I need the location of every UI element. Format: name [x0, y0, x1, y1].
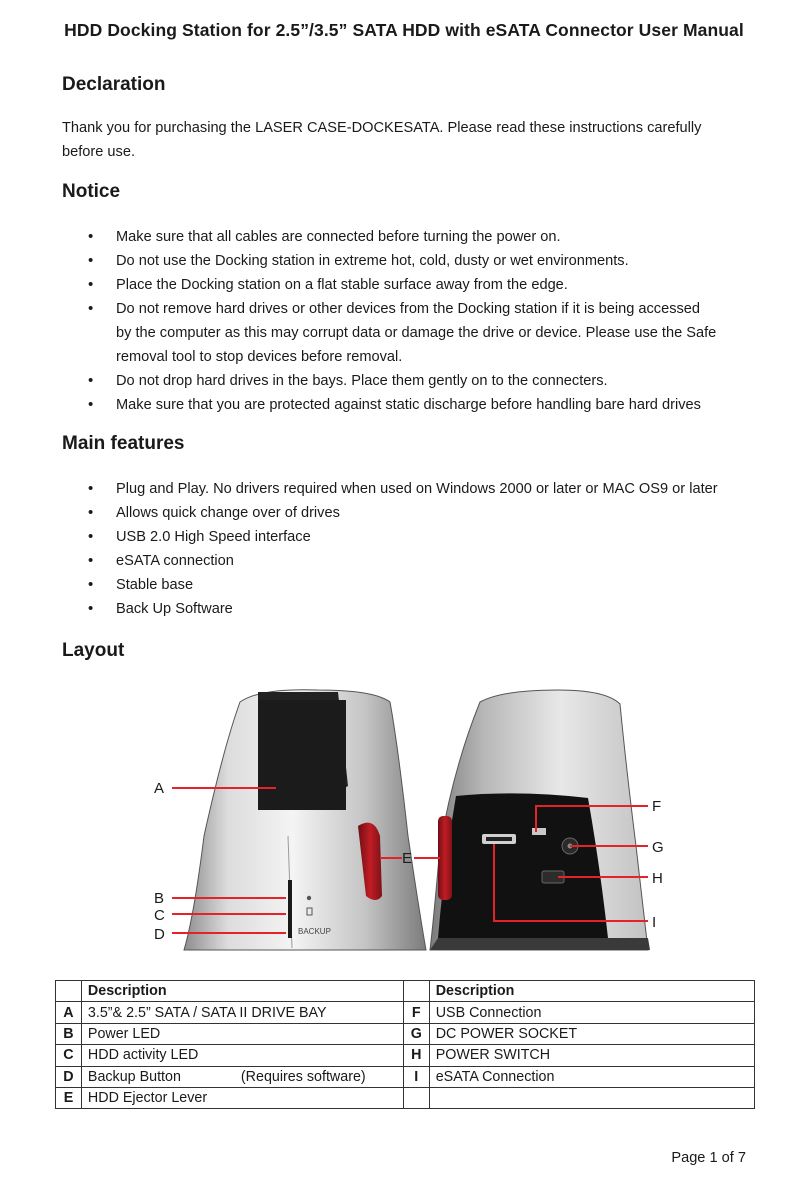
- table-cell-code: A: [56, 1002, 82, 1023]
- led-strip: [288, 880, 292, 938]
- features-heading: Main features: [62, 433, 185, 454]
- component-table: [55, 980, 755, 1109]
- table-cell-text: Backup Button: [87, 1068, 181, 1085]
- rear-view-unit: [430, 690, 650, 950]
- list-item: • USB 2.0 High Speed interface: [88, 525, 758, 549]
- table-cell: USB Connection: [429, 1002, 754, 1023]
- list-item-line: • Do not remove hard drives or other devices from the Docking station if it is being accessed: [116, 301, 701, 317]
- rear-panel: [438, 793, 608, 938]
- list-item: • Back Up Software: [88, 597, 758, 621]
- backup-label: BACKUP: [298, 927, 331, 936]
- table-cell-code: D: [56, 1066, 82, 1087]
- table-cell: 3.5”& 2.5” SATA / SATA II DRIVE BAY: [81, 1002, 403, 1023]
- features-list: [88, 477, 758, 621]
- table-row: [56, 1045, 755, 1066]
- docking-station-photo: [138, 686, 678, 960]
- list-item: [88, 297, 758, 369]
- list-item: • Allows quick change over of drives: [88, 501, 758, 525]
- callout-label-b: B: [154, 890, 165, 907]
- table-cell-code: C: [56, 1045, 82, 1066]
- notice-list: [88, 225, 758, 417]
- table-cell: eSATA Connection: [429, 1066, 754, 1087]
- table-row: [56, 1087, 755, 1108]
- table-row: [56, 1002, 755, 1023]
- table-header-row: [56, 981, 755, 1002]
- list-item-line: by the computer as this may corrupt data or damage the drive or device. Please use the Safe: [116, 325, 717, 341]
- list-item: • eSATA connection: [88, 549, 758, 573]
- callout-label-e: E: [402, 850, 413, 867]
- list-item: • Make sure that all cables are connected before turning the power on.: [88, 225, 758, 249]
- table-cell-code: G: [403, 1023, 429, 1044]
- declaration-heading: Declaration: [62, 74, 166, 95]
- table-cell: [403, 981, 429, 1002]
- table-cell-code: E: [56, 1087, 82, 1108]
- list-item: • Place the Docking station on a flat stable surface away from the edge.: [88, 273, 758, 297]
- table-cell-code: H: [403, 1045, 429, 1066]
- page-number: Page 1 of 7: [671, 1150, 746, 1166]
- layout-heading: Layout: [62, 640, 125, 661]
- callout-label-h: H: [652, 870, 663, 887]
- table-cell: HDD activity LED: [81, 1045, 403, 1066]
- callout-label-i: I: [652, 914, 657, 931]
- ejector-lever-right: [438, 816, 452, 900]
- callout-label-g: G: [652, 839, 664, 856]
- table-cell-note: (Requires software): [240, 1068, 366, 1085]
- table-cell-code: [403, 1087, 429, 1108]
- list-item: • Stable base: [88, 573, 758, 597]
- list-item: • Do not use the Docking station in extreme hot, cold, dusty or wet environments.: [88, 249, 758, 273]
- table-cell: Power LED: [81, 1023, 403, 1044]
- list-item: • Do not drop hard drives in the bays. Place them gently on to the connecters.: [88, 369, 758, 393]
- table-header: Description: [429, 981, 754, 1002]
- table-cell: [81, 1066, 403, 1087]
- table-cell: POWER SWITCH: [429, 1045, 754, 1066]
- callout-label-d: D: [154, 926, 165, 943]
- drive-bay-slot: [258, 700, 346, 810]
- table-cell-code: I: [403, 1066, 429, 1087]
- callout-label-f: F: [652, 798, 662, 815]
- table-header: Description: [81, 981, 403, 1002]
- declaration-text: [62, 116, 752, 164]
- table-row: [56, 1066, 755, 1087]
- declaration-line: before use.: [62, 144, 136, 160]
- list-item: • Plug and Play. No drivers required when used on Windows 2000 or later or MAC OS9 or later: [88, 477, 758, 501]
- callout-label-c: C: [154, 907, 165, 924]
- usb-port: [532, 828, 546, 835]
- table-cell-code: B: [56, 1023, 82, 1044]
- list-item-line: removal tool to stop devices before removal.: [116, 349, 403, 365]
- front-view-unit: [184, 690, 426, 950]
- table-cell: [56, 981, 82, 1002]
- power-led-icon: [307, 896, 311, 900]
- notice-heading: Notice: [62, 181, 121, 202]
- table-cell: DC POWER SOCKET: [429, 1023, 754, 1044]
- table-cell: [429, 1087, 754, 1108]
- table-cell-code: F: [403, 1002, 429, 1023]
- list-item: • Make sure that you are protected against static discharge before handling bare hard drives: [88, 393, 758, 417]
- callout-label-a: A: [154, 780, 165, 797]
- declaration-line: Thank you for purchasing the LASER CASE-DOCKESATA. Please read these instructions carefully: [62, 120, 702, 136]
- table-row: [56, 1023, 755, 1044]
- table-cell: HDD Ejector Lever: [81, 1087, 403, 1108]
- document-title: HDD Docking Station for 2.5”/3.5” SATA HDD with eSATA Connector User Manual: [64, 20, 744, 40]
